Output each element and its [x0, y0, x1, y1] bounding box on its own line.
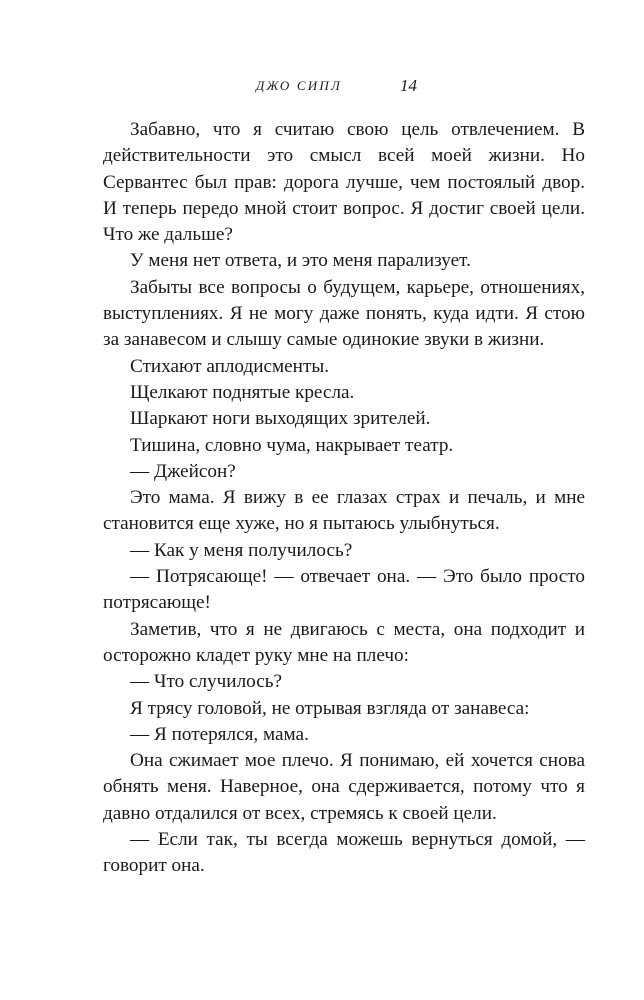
paragraph: Она сжимает мое плечо. Я понимаю, ей хочется снова обнять меня. Наверное, она сдерживается, потому что я давно отдалился от всех, стремясь к своей цели.: [103, 750, 585, 824]
paragraph: Щелкают поднятые кресла.: [130, 381, 355, 403]
dialogue-line: — Я потерялся, мама.: [130, 723, 309, 745]
paragraph: Тишина, словно чума, накрывает театр.: [130, 434, 454, 456]
paragraph: Забыты все вопросы о будущем, карьере, отношениях, выступлениях. Я не могу даже понять, куда идти. Я стою за занавесом и слышу самые одинокие звуки в жизни.: [103, 276, 585, 351]
dialogue-line: — Потрясающе! — отвечает она. — Это было просто потрясающе!: [103, 566, 585, 614]
page-number: 14: [400, 76, 417, 95]
dialogue-line: — Если так, ты всегда можешь вернуться домой, — говорит она.: [103, 829, 585, 877]
dialogue-line: — Как у меня получилось?: [130, 539, 353, 561]
dialogue-line: — Что случилось?: [130, 671, 283, 693]
paragraph: Это мама. Я вижу в ее глазах страх и печаль, и мне становится еще хуже, но я пытаюсь улыбнуться.: [103, 487, 585, 535]
paragraph: У меня нет ответа, и это меня парализует.: [130, 250, 471, 272]
dialogue-line: — Джейсон?: [130, 460, 236, 482]
paragraph: Я трясу головой, не отрывая взгляда от занавеса:: [130, 697, 530, 719]
body-text: [103, 117, 585, 880]
running-head-author: ДЖО СИПЛ: [256, 78, 342, 93]
paragraph: Забавно, что я считаю свою цель отвлечением. В действительности это смысл всей моей жизни. Но Сервантес был прав: дорога лучше, чем постоялый двор. И теперь передо мной стоит вопрос. Я достиг своей цели. Что же дальше?: [103, 119, 585, 246]
paragraph: Шаркают ноги выходящих зрителей.: [130, 408, 431, 430]
paragraph: Заметив, что я не двигаюсь с места, она подходит и осторожно кладет руку мне на плечо:: [103, 618, 585, 666]
running-head: [0, 76, 644, 98]
paragraph: Стихают аплодисменты.: [130, 355, 330, 377]
